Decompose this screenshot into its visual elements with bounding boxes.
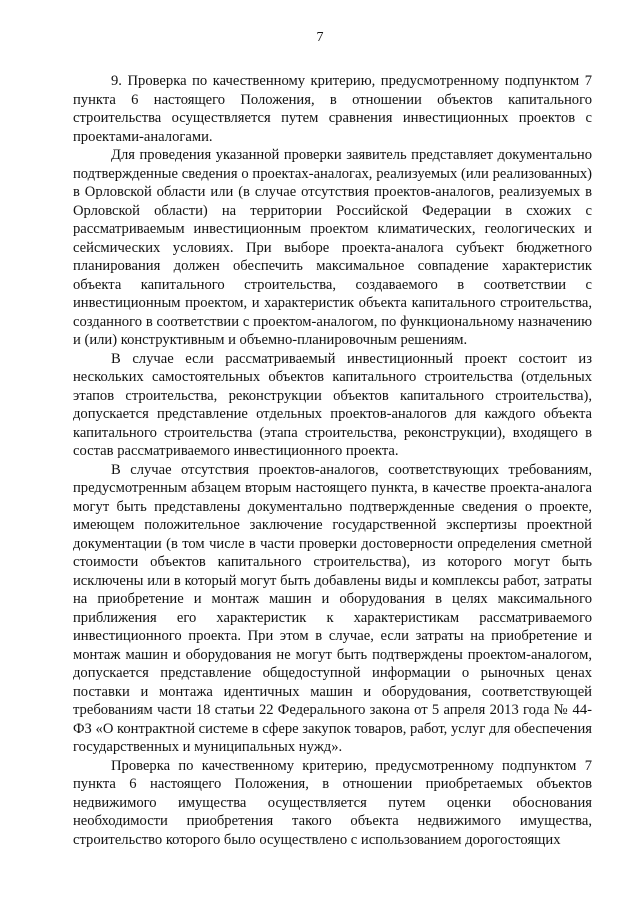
paragraph-analog-requirements: Для проведения указанной проверки заявитель представляет документально подтвержденные сведения о проектах-аналогах, реализуемых (или реализованных) в Орловской области или (в случае отсутствия проектов-аналогов, реализуемых в Орловской области) на территории Российской Федерации в схожих с рассматриваемым инвестиционным проектом климатических, геологических и сейсмических условиях. При выборе проекта-аналога субъект бюджетного планирования должен обеспечить максимальное совпадение характеристик объекта капитального строительства, создаваемого в соответствии с инвестиционным проектом, и характеристик объекта капитального строительства, созданного в соответствии с проектом-аналогом, по функциональному назначению и (или) конструктивным и объемно-планировочным решениям.: [73, 147, 592, 348]
paragraph-item-9: 9. Проверка по качественному критерию, предусмотренному подпунктом 7 пункта 6 настоящего Положения, в отношении объектов капитального строительства осуществляется путем сравнения инвестиционных проектов с проектами-аналогами.: [73, 73, 592, 145]
paragraph-real-estate-check: Проверка по качественному критерию, предусмотренному подпунктом 7 пункта 6 настоящего Положения, в отношении приобретаемых объектов недвижимого имущества осуществляется путем оценки обоснования необходимости приобретения такого объекта недвижимого имущества, строительство которого было осуществлено с использованием дорогостоящих: [73, 757, 592, 848]
document-body: [73, 72, 592, 849]
page-number: 7: [316, 30, 324, 45]
paragraph-multiple-objects: В случае если рассматриваемый инвестиционный проект состоит из нескольких самостоятельных объектов капитального строительства (отдельных этапов строительства, реконструкции объектов капитального строительства), допускается представление отдельных проектов-аналогов для каждого объекта капитального строительства (этапа строительства, реконструкции), входящего в состав рассматриваемого инвестиционного проекта.: [73, 350, 592, 459]
paragraph-no-analogs: В случае отсутствия проектов-аналогов, соответствующих требованиям, предусмотренным абзацем вторым настоящего пункта, в качестве проекта-аналога могут быть представлены документально подтвержденные сведения о проекте, имеющем положительное заключение государственной экспертизы проектной документации (в том числе в части проверки достоверности определения сметной стоимости объектов капитального строительства), из которого могут быть исключены или в который могут быть добавлены виды и комплексы работ, затраты на приобретение и монтаж машин и оборудования в целях максимального приближения его характеристик к характеристикам рассматриваемого инвестиционного проекта. При этом в случае, если затраты на приобретение и монтаж машин и оборудования не могут быть подтверждены проектом-аналогом, допускается представление общедоступной информации о рыночных ценах поставки и монтажа идентичных машин и оборудования, соответствующей требованиям части 18 статьи 22 Федерального закона от 5 апреля 2013 года № 44-ФЗ «О контрактной системе в сфере закупок товаров, работ, услуг для обеспечения государственных и муниципальных нужд».: [73, 461, 592, 755]
